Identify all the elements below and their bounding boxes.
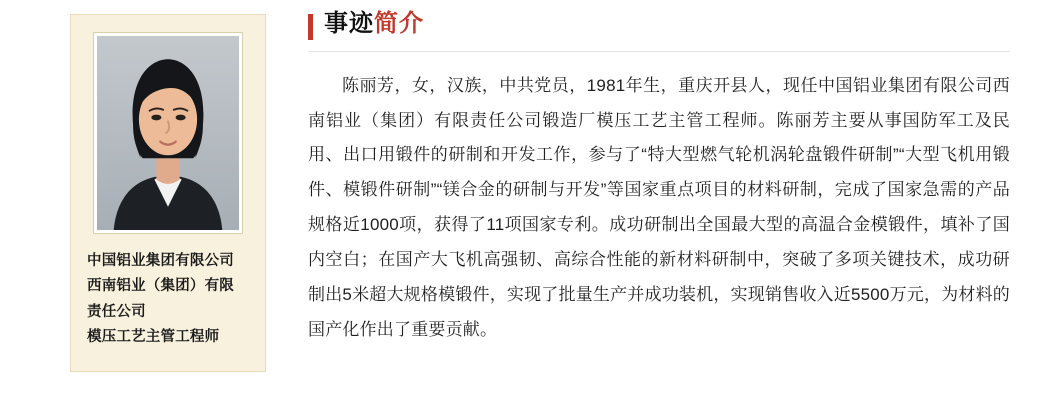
profile-line-4: 模压工艺主管工程师 [87,329,220,346]
profile-line-1: 中国铝业集团有限公司 [87,253,234,269]
profile-card [70,14,266,372]
portrait-illustration [97,36,239,230]
page-title [308,10,1010,39]
accent-bar [308,14,313,40]
content-column [308,10,1010,365]
page-title-part2: 简介 [374,10,424,37]
profile-line-3: 责任公司 [87,303,146,320]
profile-affiliation [87,249,249,351]
profile-line-2: 西南铝业（集团）有限 [87,278,234,295]
section-header [308,10,1010,52]
biography-text: 陈丽芳，女，汉族，中共党员，1981年生，重庆开县人，现任中国铝业集团有限公司西南铝业（集团）有限责任公司锻造厂模压工艺主管工程师。陈丽芳主要从事国防军工及民用、出口用锻件的研制和开发工作，参与了“特大型燃气轮机涡轮盘锻件研制”“大型飞机用锻件、模锻件研制”“镁合金的研制与开发”等国家重点项目的材料研制，完成了国家急需的产品规格近1000项，获得了11项国家专利。成功研制出全国最大型的高温合金模锻件，填补了国内空白；在国产大飞机高强韧、高综合性能的新材料研制中，突破了多项关键技术，成功研制出5米超大规格模锻件，实现了批量生产并成功装机，实现销售收入近5500万元，为材料的国产化作出了重要贡献。 [308,75,1010,339]
page-title-part1: 事迹 [324,10,374,37]
portrait-photo [94,33,242,233]
